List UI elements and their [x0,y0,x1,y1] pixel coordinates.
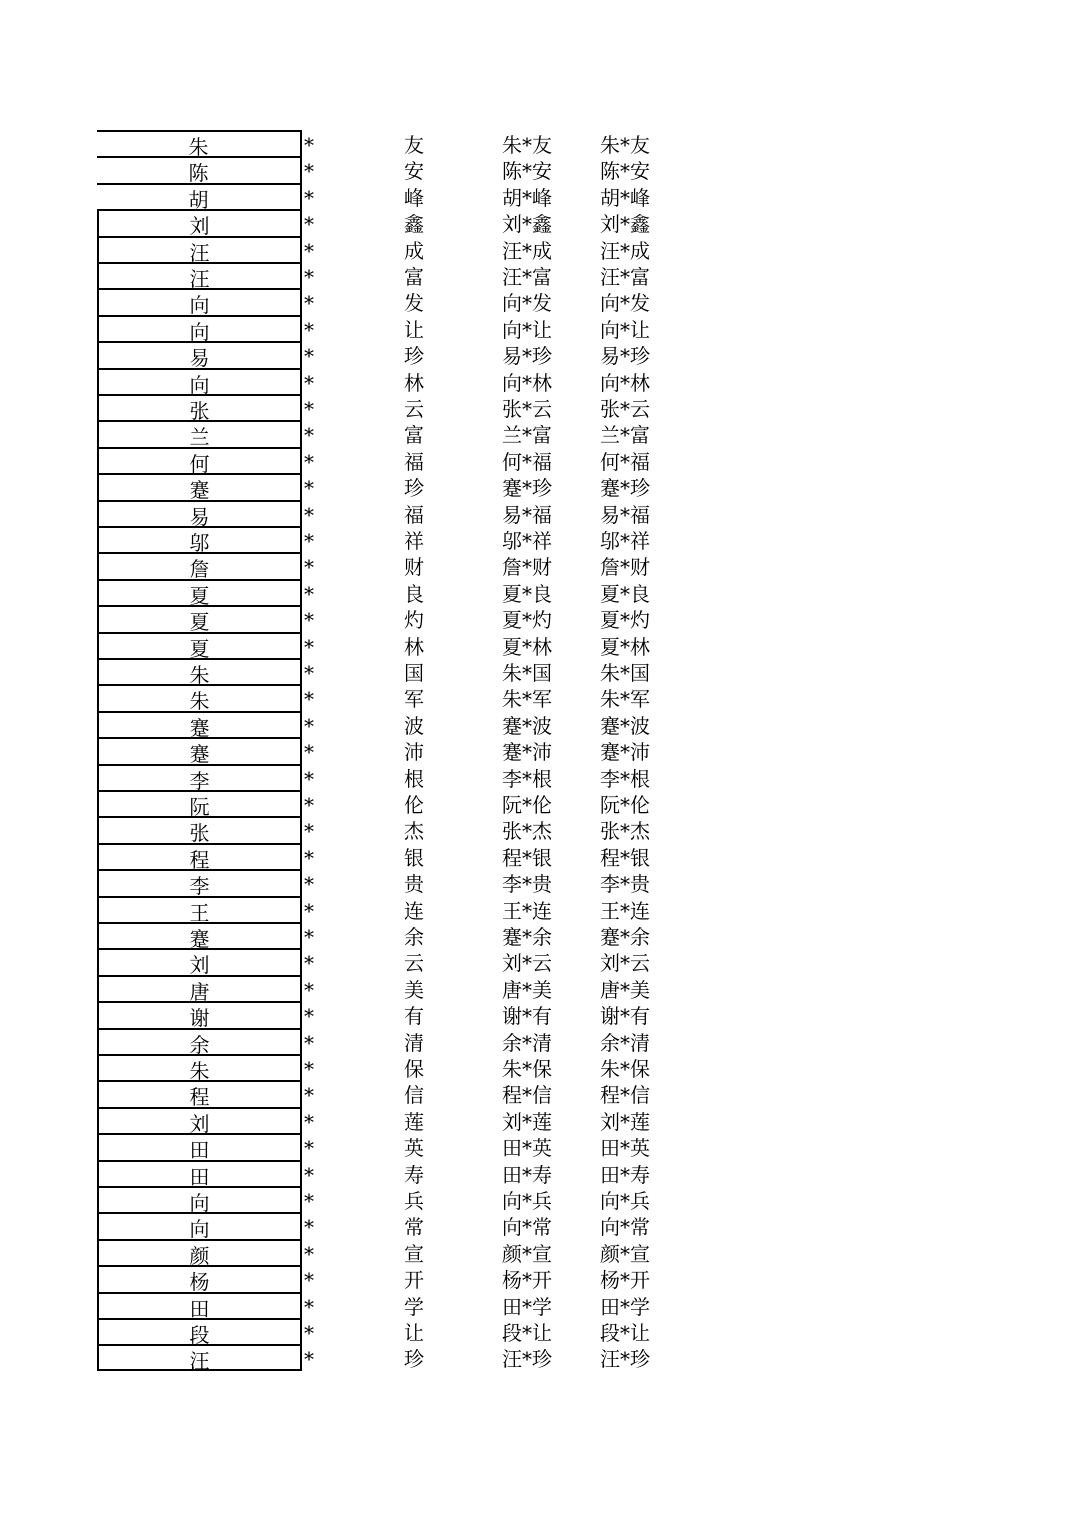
masked-name-cell[interactable]: 余*清 [502,1030,552,1055]
masked-name-copy-cell[interactable]: 朱*国 [600,661,650,685]
surname-cell[interactable]: 李 [97,764,302,790]
masked-name-copy-cell[interactable]: 李*根 [600,766,650,791]
given-name-cell[interactable]: 良 [404,581,424,606]
mask-star-cell[interactable]: * [304,713,314,738]
masked-name-cell[interactable]: 李*贵 [502,872,552,897]
table-row [0,183,1074,212]
masked-name-copy-cell[interactable]: 田*学 [600,1294,650,1319]
masked-name-copy-cell[interactable]: 田*寿 [600,1162,650,1187]
masked-name-cell[interactable]: 陈*安 [502,159,552,184]
masked-name-copy-cell[interactable]: 邬*祥 [600,529,650,553]
masked-name-copy-cell[interactable]: 夏*林 [600,634,650,659]
masked-name-cell[interactable]: 向*兵 [502,1189,552,1213]
surname-cell[interactable]: 田 [97,1133,302,1159]
table-row [0,605,1074,635]
masked-name-copy-cell[interactable]: 朱*友 [600,133,650,157]
mask-star-cell[interactable]: * [304,1004,314,1029]
given-name-cell[interactable]: 峰 [404,185,424,210]
masked-name-copy-cell[interactable]: 朱*保 [600,1057,650,1081]
mask-star-cell[interactable]: * [304,1241,314,1266]
table-row [0,764,1074,793]
mask-star-cell[interactable]: * [304,977,314,1002]
table-row [0,869,1074,899]
masked-name-cell[interactable]: 张*杰 [502,819,552,844]
surname-cell[interactable]: 田 [97,1292,302,1318]
mask-star-cell[interactable]: * [304,740,314,765]
surname-cell[interactable]: 刘 [97,948,302,974]
mask-star-cell[interactable]: * [304,370,314,395]
mask-star-cell[interactable]: * [304,608,314,633]
surname-cell[interactable]: 李 [97,869,302,895]
masked-name-copy-cell[interactable]: 李*贵 [600,872,650,897]
masked-name-cell[interactable]: 田*学 [502,1294,552,1319]
surname-cell[interactable]: 颜 [97,1239,302,1265]
mask-star-cell[interactable]: * [304,1268,314,1293]
given-name-cell[interactable]: 寿 [404,1162,424,1187]
masked-name-copy-cell[interactable]: 刘*云 [600,951,650,976]
surname-cell[interactable]: 朱 [97,130,302,156]
surname-cell[interactable]: 易 [97,341,302,367]
table-row [0,1001,1074,1031]
table-row [0,1292,1074,1321]
masked-name-cell[interactable]: 朱*国 [502,661,552,685]
table-row [0,1028,1074,1057]
masked-name-cell[interactable]: 朱*保 [502,1057,552,1081]
mask-star-cell[interactable]: * [304,793,314,817]
mask-star-cell[interactable]: * [304,925,314,949]
table-row [0,130,1074,159]
masked-name-cell[interactable]: 蹇*珍 [502,476,552,501]
given-name-cell[interactable]: 祥 [404,529,424,553]
given-name-cell[interactable]: 伦 [404,793,424,817]
masked-name-cell[interactable]: 颜*宣 [502,1241,552,1266]
mask-star-cell[interactable]: * [304,529,314,553]
surname-cell[interactable]: 张 [97,394,302,420]
given-name-cell[interactable]: 宣 [404,1241,424,1266]
surname-cell[interactable]: 程 [97,1080,302,1106]
given-name-cell[interactable]: 美 [404,977,424,1002]
given-name-cell[interactable]: 发 [404,291,424,316]
given-name-cell[interactable]: 清 [404,1030,424,1055]
surname-cell[interactable]: 陈 [97,156,302,182]
mask-star-cell[interactable]: * [304,212,314,237]
mask-star-cell[interactable]: * [304,476,314,501]
given-name-cell[interactable]: 鑫 [404,212,424,237]
given-name-cell[interactable]: 云 [404,397,424,421]
given-name-cell[interactable]: 财 [404,555,424,580]
masked-name-cell[interactable]: 胡*峰 [502,185,552,210]
masked-name-cell[interactable]: 刘*云 [502,951,552,976]
masked-name-copy-cell[interactable]: 何*福 [600,449,650,474]
mask-star-cell[interactable]: * [304,661,314,685]
masked-name-cell[interactable]: 唐*美 [502,977,552,1002]
surname-cell[interactable]: 向 [97,1186,302,1212]
mask-star-cell[interactable]: * [304,159,314,184]
mask-star-cell[interactable]: * [304,1083,314,1108]
mask-star-cell[interactable]: * [304,687,314,712]
surname-cell[interactable]: 詹 [97,552,302,578]
masked-name-copy-cell[interactable]: 向*发 [600,291,650,316]
mask-star-cell[interactable]: * [304,1189,314,1213]
surname-cell[interactable]: 张 [97,816,302,842]
surname-cell[interactable]: 向 [97,315,302,341]
masked-name-copy-cell[interactable]: 刘*鑫 [600,212,650,237]
table-row [0,737,1074,767]
masked-name-copy-cell[interactable]: 汪*富 [600,265,650,289]
mask-star-cell[interactable]: * [304,238,314,263]
masked-name-copy-cell[interactable]: 杨*开 [600,1268,650,1293]
given-name-cell[interactable]: 让 [404,1321,424,1345]
mask-star-cell[interactable]: * [304,766,314,791]
surname-cell[interactable]: 杨 [97,1265,302,1291]
masked-name-copy-cell[interactable]: 向*让 [600,317,650,342]
given-name-cell[interactable]: 连 [404,898,424,923]
masked-name-copy-cell[interactable]: 张*云 [600,397,650,421]
masked-name-cell[interactable]: 向*林 [502,370,552,395]
surname-cell[interactable]: 刘 [97,1107,302,1133]
masked-name-cell[interactable]: 蹇*沛 [502,740,552,765]
masked-name-copy-cell[interactable]: 向*常 [600,1215,650,1240]
table-row [0,315,1074,344]
mask-star-cell[interactable]: * [304,581,314,606]
surname-cell[interactable]: 何 [97,447,302,473]
masked-name-copy-cell[interactable]: 易*珍 [600,344,650,369]
table-row [0,1054,1074,1083]
masked-name-copy-cell[interactable]: 颜*宣 [600,1241,650,1266]
given-name-cell[interactable]: 国 [404,661,424,685]
table-row [0,922,1074,951]
surname-cell[interactable]: 余 [97,1028,302,1054]
given-name-cell[interactable]: 根 [404,766,424,791]
masked-name-cell[interactable]: 何*福 [502,449,552,474]
given-name-cell[interactable]: 福 [404,502,424,527]
given-name-cell[interactable]: 常 [404,1215,424,1240]
masked-name-cell[interactable]: 刘*莲 [502,1109,552,1134]
masked-name-copy-cell[interactable]: 王*连 [600,898,650,923]
given-name-cell[interactable]: 让 [404,317,424,342]
table-row [0,394,1074,423]
table-row [0,948,1074,978]
masked-name-cell[interactable]: 程*银 [502,845,552,870]
table-row [0,1133,1074,1163]
given-name-cell[interactable]: 银 [404,845,424,870]
masked-name-cell[interactable]: 王*连 [502,898,552,923]
masked-name-copy-cell[interactable]: 向*林 [600,370,650,395]
table-row [0,156,1074,186]
table-row [0,711,1074,740]
masked-name-cell[interactable]: 阮*伦 [502,793,552,817]
masked-name-copy-cell[interactable]: 朱*军 [600,687,650,712]
surname-cell[interactable]: 程 [97,843,302,869]
masked-name-cell[interactable]: 朱*友 [502,133,552,157]
surname-cell[interactable]: 夏 [97,605,302,631]
table-row [0,790,1074,819]
masked-name-cell[interactable]: 段*让 [502,1321,552,1345]
masked-name-cell[interactable]: 向*让 [502,317,552,342]
table-row [0,1107,1074,1136]
table-row [0,236,1074,265]
mask-star-cell[interactable]: * [304,397,314,421]
masked-name-copy-cell[interactable]: 蹇*珍 [600,476,650,501]
masked-name-copy-cell[interactable]: 向*兵 [600,1189,650,1213]
given-name-cell[interactable]: 杰 [404,819,424,844]
masked-name-cell[interactable]: 邬*祥 [502,529,552,553]
mask-star-cell[interactable]: * [304,819,314,844]
surname-cell[interactable]: 朱 [97,684,302,710]
mask-star-cell[interactable]: * [304,502,314,527]
mask-star-cell[interactable]: * [304,185,314,210]
masked-name-cell[interactable]: 夏*林 [502,634,552,659]
masked-name-cell[interactable]: 詹*财 [502,555,552,580]
masked-name-copy-cell[interactable]: 程*银 [600,845,650,870]
given-name-cell[interactable]: 信 [404,1083,424,1108]
given-name-cell[interactable]: 莲 [404,1109,424,1134]
mask-star-cell[interactable]: * [304,898,314,923]
given-name-cell[interactable]: 兵 [404,1189,424,1213]
mask-star-cell[interactable]: * [304,265,314,289]
table-row [0,368,1074,397]
masked-name-cell[interactable]: 兰*富 [502,423,552,448]
masked-name-cell[interactable]: 向*发 [502,291,552,316]
surname-cell[interactable]: 向 [97,1212,302,1238]
given-name-cell[interactable]: 波 [404,713,424,738]
mask-star-cell[interactable]: * [304,1347,314,1372]
mask-star-cell[interactable]: * [304,1215,314,1240]
masked-name-cell[interactable]: 蹇*波 [502,713,552,738]
mask-star-cell[interactable]: * [304,845,314,870]
given-name-cell[interactable]: 灼 [404,608,424,633]
masked-name-copy-cell[interactable]: 田*英 [600,1136,650,1161]
masked-name-cell[interactable]: 张*云 [502,397,552,421]
surname-cell[interactable]: 夏 [97,632,302,658]
given-name-cell[interactable]: 保 [404,1057,424,1081]
surname-cell[interactable]: 阮 [97,790,302,816]
table-row [0,1265,1074,1295]
surname-cell[interactable]: 邬 [97,526,302,552]
table-row [0,552,1074,582]
masked-name-copy-cell[interactable]: 夏*灼 [600,608,650,633]
table-row [0,658,1074,687]
surname-cell[interactable]: 蹇 [97,737,302,763]
mask-star-cell[interactable]: * [304,1030,314,1055]
masked-name-cell[interactable]: 杨*开 [502,1268,552,1293]
mask-star-cell[interactable]: * [304,291,314,316]
mask-star-cell[interactable]: * [304,1136,314,1161]
masked-name-copy-cell[interactable]: 蹇*沛 [600,740,650,765]
given-name-cell[interactable]: 友 [404,133,424,157]
masked-name-cell[interactable]: 刘*鑫 [502,212,552,237]
surname-cell[interactable]: 朱 [97,1054,302,1080]
surname-cell[interactable]: 蹇 [97,473,302,499]
table-row [0,473,1074,503]
masked-name-copy-cell[interactable]: 余*清 [600,1030,650,1055]
table-row [0,896,1074,925]
surname-cell[interactable]: 胡 [97,183,302,209]
masked-name-copy-cell[interactable]: 蹇*余 [600,925,650,949]
masked-name-cell[interactable]: 朱*军 [502,687,552,712]
surname-cell[interactable]: 汪 [97,262,302,288]
given-name-cell[interactable]: 富 [404,265,424,289]
table-row [0,209,1074,239]
table-row [0,288,1074,318]
given-name-cell[interactable]: 成 [404,238,424,263]
mask-star-cell[interactable]: * [304,555,314,580]
masked-name-copy-cell[interactable]: 张*杰 [600,819,650,844]
table-row [0,684,1074,714]
masked-name-cell[interactable]: 夏*良 [502,581,552,606]
surname-cell[interactable]: 夏 [97,579,302,605]
mask-star-cell[interactable]: * [304,423,314,448]
mask-star-cell[interactable]: * [304,1321,314,1345]
masked-name-cell[interactable]: 汪*富 [502,265,552,289]
mask-star-cell[interactable]: * [304,1162,314,1187]
table-row [0,1160,1074,1189]
surname-cell[interactable]: 刘 [97,209,302,235]
given-name-cell[interactable]: 沛 [404,740,424,765]
masked-name-cell[interactable]: 谢*有 [502,1004,552,1029]
table-row [0,632,1074,661]
given-name-cell[interactable]: 安 [404,159,424,184]
table-row [0,1318,1074,1347]
masked-name-copy-cell[interactable]: 胡*峰 [600,185,650,210]
masked-name-cell[interactable]: 易*福 [502,502,552,527]
masked-name-copy-cell[interactable]: 程*信 [600,1083,650,1108]
masked-name-cell[interactable]: 汪*成 [502,238,552,263]
surname-cell[interactable]: 蹇 [97,711,302,737]
given-name-cell[interactable]: 林 [404,634,424,659]
masked-name-copy-cell[interactable]: 汪*成 [600,238,650,263]
masked-name-copy-cell[interactable]: 夏*良 [600,581,650,606]
mask-star-cell[interactable]: * [304,634,314,659]
table-row [0,526,1074,555]
table-row [0,500,1074,529]
given-name-cell[interactable]: 珍 [404,476,424,501]
table-row [0,579,1074,608]
surname-cell[interactable]: 向 [97,288,302,314]
table-row [0,1080,1074,1110]
given-name-cell[interactable]: 军 [404,687,424,712]
masked-name-cell[interactable]: 田*寿 [502,1162,552,1187]
masked-name-copy-cell[interactable]: 刘*莲 [600,1109,650,1134]
surname-cell[interactable]: 唐 [97,975,302,1001]
table-row [0,1186,1074,1215]
given-name-cell[interactable]: 学 [404,1294,424,1319]
table-row [0,341,1074,371]
given-name-cell[interactable]: 富 [404,423,424,448]
masked-name-copy-cell[interactable]: 唐*美 [600,977,650,1002]
mask-star-cell[interactable]: * [304,449,314,474]
masked-name-cell[interactable]: 向*常 [502,1215,552,1240]
masked-name-copy-cell[interactable]: 汪*珍 [600,1347,650,1372]
table-row [0,1239,1074,1268]
surname-cell[interactable]: 朱 [97,658,302,684]
table-row [0,843,1074,872]
mask-star-cell[interactable]: * [304,951,314,976]
masked-name-copy-cell[interactable]: 易*福 [600,502,650,527]
masked-name-copy-cell[interactable]: 兰*富 [600,423,650,448]
given-name-cell[interactable]: 林 [404,370,424,395]
table-row [0,1344,1074,1374]
masked-name-copy-cell[interactable]: 陈*安 [600,159,650,184]
masked-name-cell[interactable]: 夏*灼 [502,608,552,633]
table-row [0,1212,1074,1242]
mask-star-cell[interactable]: * [304,872,314,897]
masked-name-copy-cell[interactable]: 詹*财 [600,555,650,580]
mask-star-cell[interactable]: * [304,344,314,369]
table-row [0,262,1074,291]
surname-cell[interactable]: 王 [97,896,302,922]
surname-cell[interactable]: 汪 [97,1344,302,1370]
masked-name-cell[interactable]: 易*珍 [502,344,552,369]
given-name-cell[interactable]: 珍 [404,1347,424,1372]
surname-cell[interactable]: 汪 [97,236,302,262]
mask-star-cell[interactable]: * [304,133,314,157]
given-name-cell[interactable]: 英 [404,1136,424,1161]
mask-star-cell[interactable]: * [304,1057,314,1081]
table-row [0,420,1074,450]
masked-name-copy-cell[interactable]: 阮*伦 [600,793,650,817]
masked-name-copy-cell[interactable]: 谢*有 [600,1004,650,1029]
surname-cell[interactable]: 蹇 [97,922,302,948]
mask-star-cell[interactable]: * [304,1294,314,1319]
mask-star-cell[interactable]: * [304,1109,314,1134]
surname-cell[interactable]: 兰 [97,420,302,446]
masked-name-copy-cell[interactable]: 蹇*波 [600,713,650,738]
table-row [0,816,1074,846]
surname-cell[interactable]: 向 [97,368,302,394]
given-name-cell[interactable]: 云 [404,951,424,976]
masked-name-cell[interactable]: 蹇*余 [502,925,552,949]
masked-name-cell[interactable]: 程*信 [502,1083,552,1108]
masked-name-cell[interactable]: 汪*珍 [502,1347,552,1372]
masked-name-cell[interactable]: 李*根 [502,766,552,791]
surname-cell[interactable]: 谢 [97,1001,302,1027]
given-name-cell[interactable]: 有 [404,1004,424,1029]
surname-cell[interactable]: 段 [97,1318,302,1344]
table-row [0,447,1074,476]
mask-star-cell[interactable]: * [304,317,314,342]
surname-cell[interactable]: 易 [97,500,302,526]
given-name-cell[interactable]: 贵 [404,872,424,897]
given-name-cell[interactable]: 福 [404,449,424,474]
table-row [0,975,1074,1004]
surname-cell[interactable]: 田 [97,1160,302,1186]
given-name-cell[interactable]: 余 [404,925,424,949]
masked-name-copy-cell[interactable]: 段*让 [600,1321,650,1345]
given-name-cell[interactable]: 开 [404,1268,424,1293]
masked-name-cell[interactable]: 田*英 [502,1136,552,1161]
given-name-cell[interactable]: 珍 [404,344,424,369]
